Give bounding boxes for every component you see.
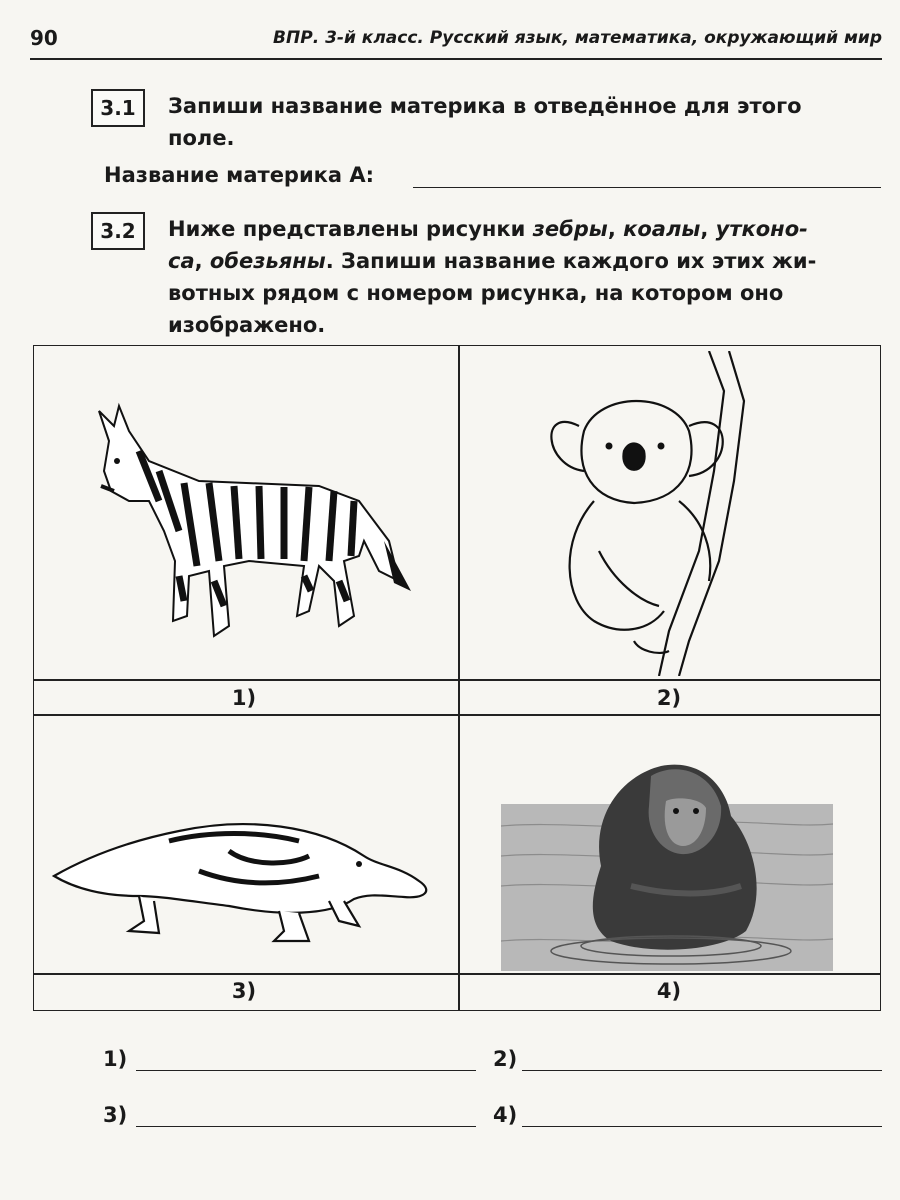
grid-divider-middle [34, 679, 880, 681]
text-run: , [194, 249, 210, 273]
answer-line-2[interactable] [522, 1070, 882, 1071]
page-number: 90 [30, 26, 58, 50]
word-koala: коалы [623, 217, 701, 241]
task-3-1-text [168, 90, 884, 154]
continent-field-label: Название материка А: [104, 163, 375, 187]
koala-picture [539, 351, 779, 676]
word-zebra: зебры [532, 217, 608, 241]
task-3-2-text [168, 213, 884, 341]
continent-answer-line[interactable] [413, 187, 881, 188]
running-title: ВПР. 3-й класс. Русский язык, математика, окружающий мир [273, 28, 882, 48]
grid-divider-label-row-2 [34, 973, 880, 975]
answer-label-1: 1) [103, 1047, 128, 1071]
word-monkey: обезьяны [209, 249, 326, 273]
text-run: , [607, 217, 624, 241]
text-run: , [700, 217, 716, 241]
task-number-3-1: 3.1 [91, 89, 145, 127]
answer-line-4[interactable] [522, 1126, 882, 1127]
picture-label-4: 4) [656, 979, 682, 1003]
answer-line-1[interactable] [136, 1070, 476, 1071]
platypus-picture [49, 801, 439, 951]
zebra-picture [89, 391, 419, 651]
answer-line-3[interactable] [136, 1126, 476, 1127]
answer-label-4: 4) [493, 1103, 518, 1127]
task-number-3-2: 3.2 [91, 212, 145, 250]
picture-label-3: 3) [231, 979, 257, 1003]
page-header [30, 18, 882, 60]
grid-divider-label-row-1 [34, 714, 880, 716]
answer-label-2: 2) [493, 1047, 518, 1071]
task-3-2-line2 [168, 245, 884, 277]
monkey-picture [501, 746, 833, 971]
word-platypus-part2: са [168, 249, 195, 273]
text-run: Ниже представлены рисунки [168, 217, 533, 241]
task-3-1-line1: Запиши название материка в отведённое для этого [168, 94, 802, 118]
task-3-2-line3: вотных рядом с номером рисунка, на котором оно [168, 281, 784, 305]
grid-divider-vertical [458, 346, 460, 1010]
answer-label-3: 3) [103, 1103, 128, 1127]
text-run: . Запиши название каждого их этих жи- [325, 249, 817, 273]
word-platypus-part1: утконо- [715, 217, 808, 241]
task-3-2-line4: изображено. [168, 313, 326, 337]
animal-picture-grid [33, 345, 881, 1011]
picture-label-2: 2) [656, 686, 682, 710]
task-3-1-line2: поле. [168, 126, 235, 150]
task-3-2-line1 [168, 213, 884, 245]
picture-label-1: 1) [231, 686, 257, 710]
